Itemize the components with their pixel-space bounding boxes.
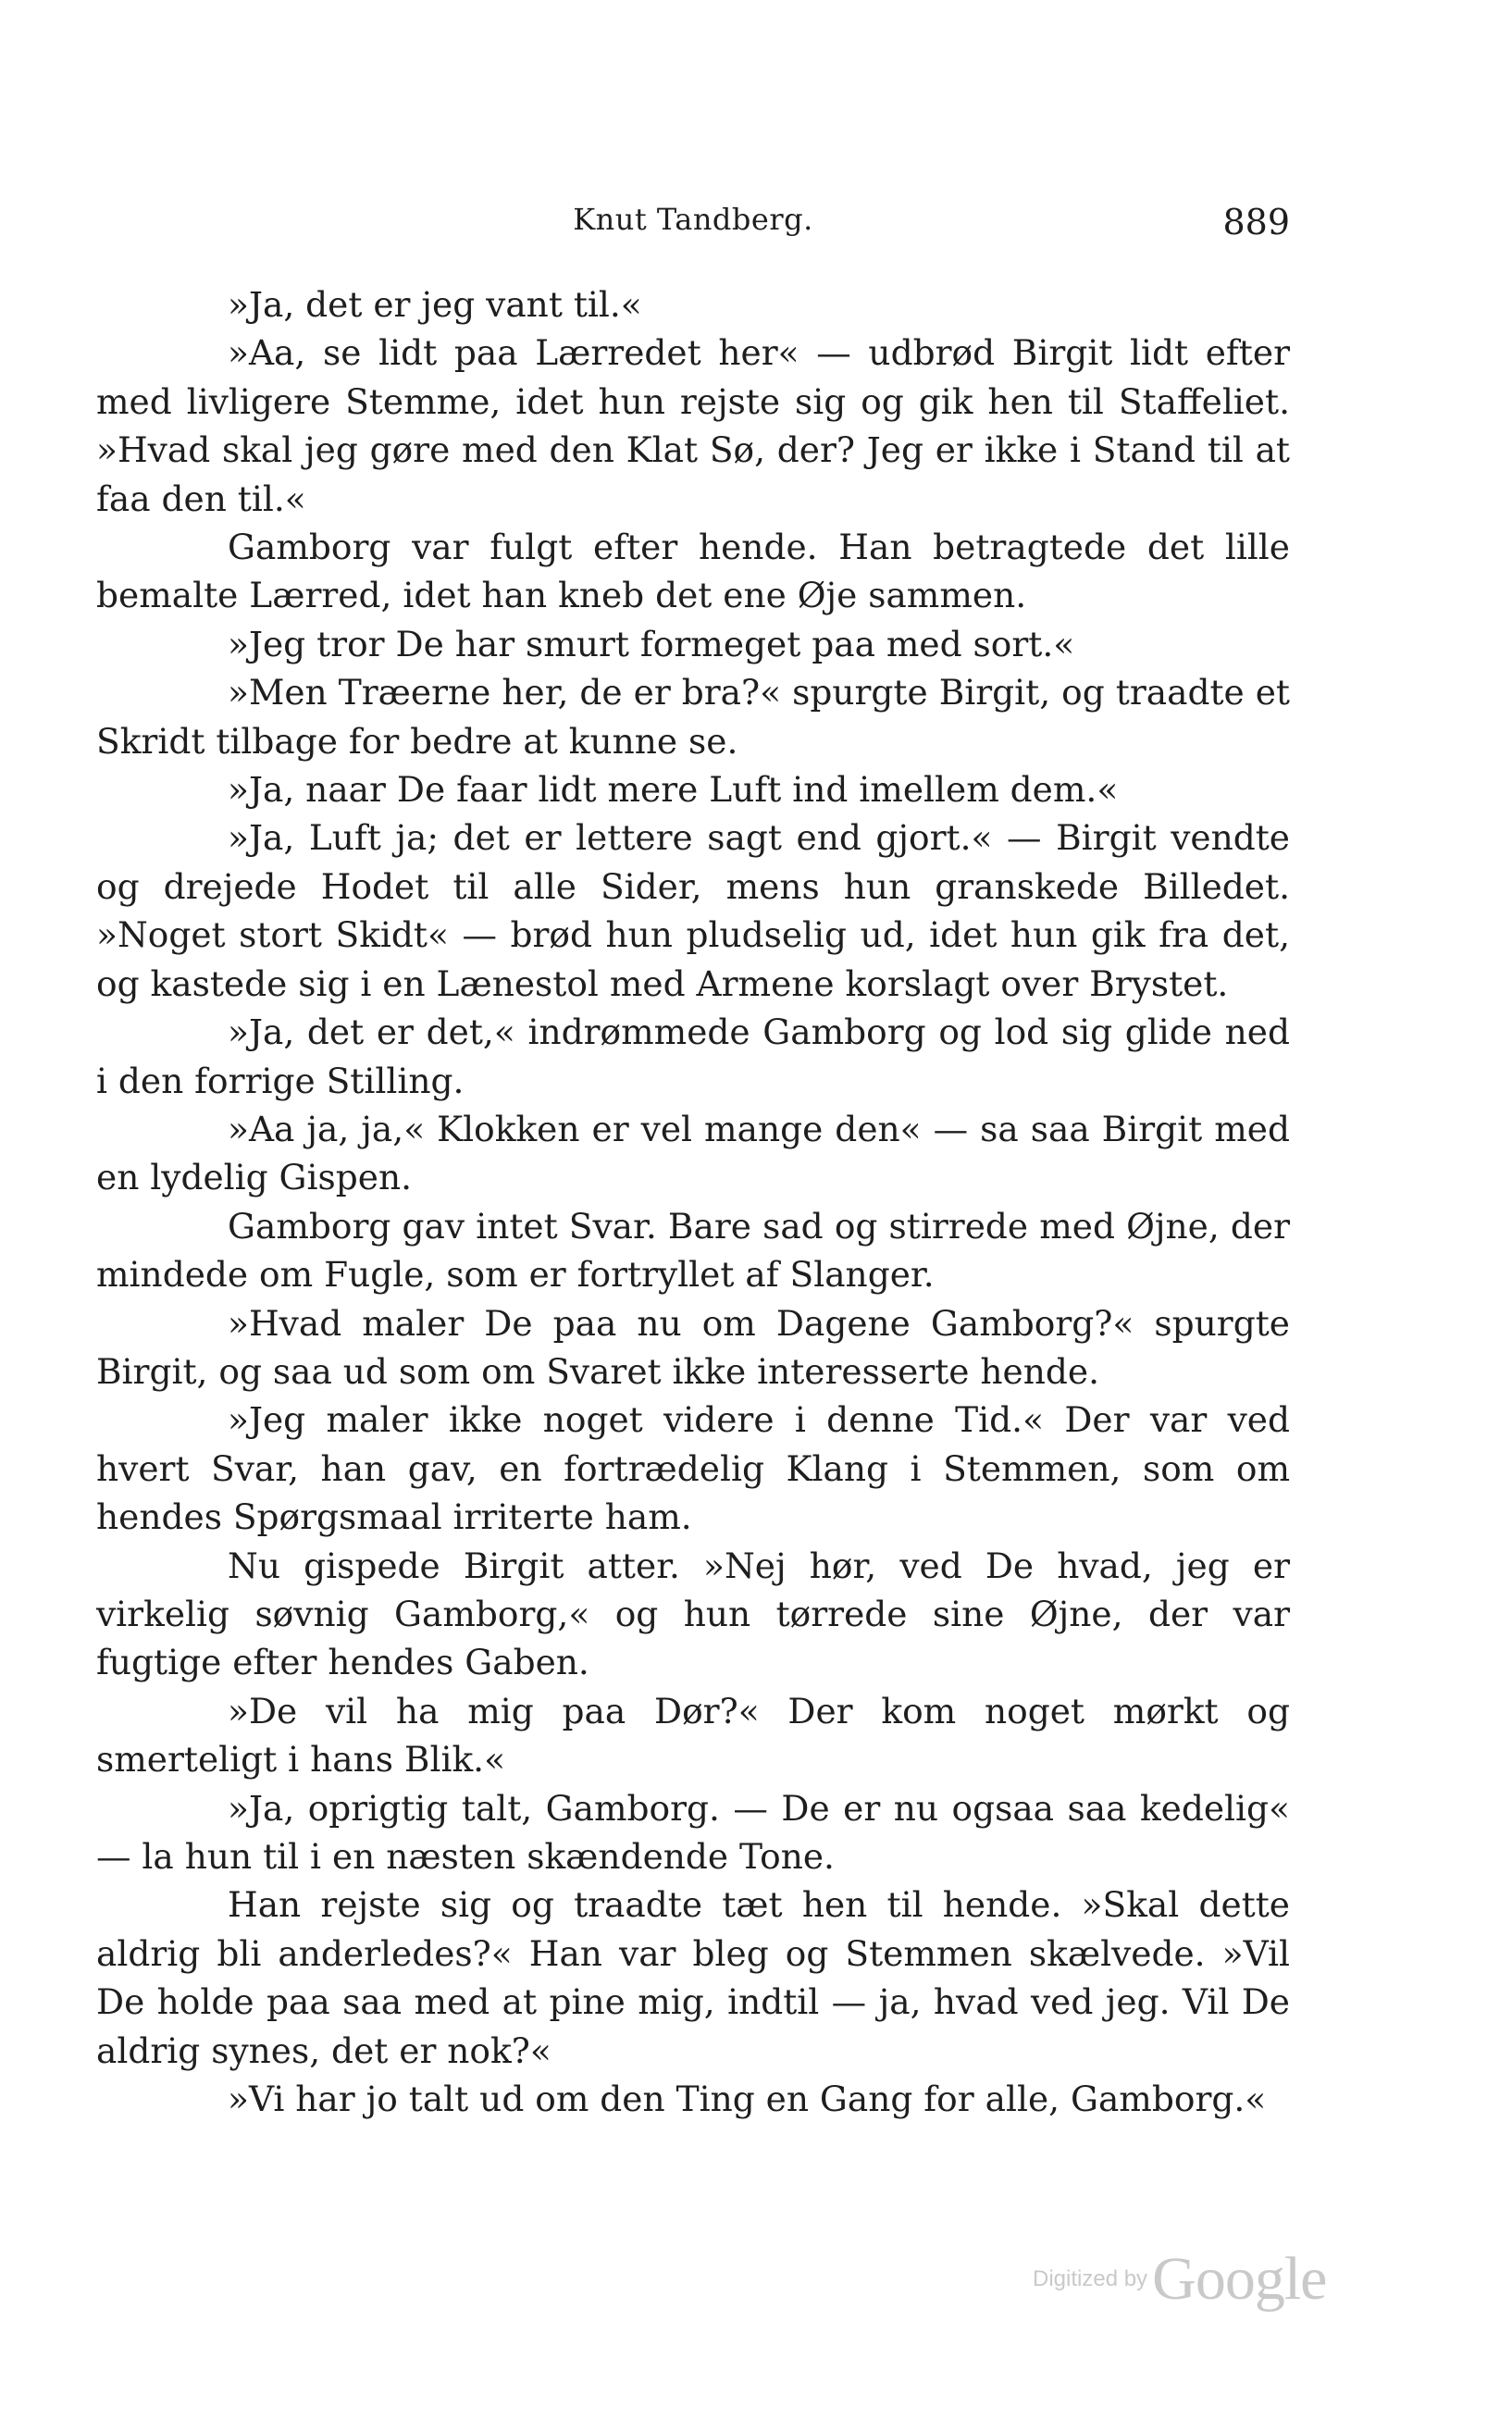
paragraph: »Aa ja, ja,« Klokken er vel mange den« — sa saa Birgit med en lydelig Gispen. — [96, 1108, 1290, 1198]
paragraph: »Jeg maler ikke noget videre i denne Tid.« Der var ved hvert Svar, han gav, en fortrædelig Klang i Stemmen, som om hendes Spørgsmaal irriterte ham. — [96, 1399, 1290, 1538]
paragraph: Han rejste sig og traadte tæt hen til hende. »Skal dette aldrig bli anderledes?« Han var bleg og Stemmen skælvede. »Vil De holde paa saa med at pine mig, indtil — ja, hvad ved jeg. Vil De aldrig synes, det er nok?« — [96, 1884, 1290, 2071]
paragraph: »De vil ha mig paa Dør?« Der kom noget mørkt og smerteligt i hans Blik.« — [96, 1690, 1290, 1781]
paragraph: Nu gispede Birgit atter. »Nej hør, ved De hvad, jeg er virkelig søvnig Gamborg,« og hun tørrede sine Øjne, der var fugtige efter hendes Gaben. — [96, 1545, 1290, 1683]
paragraph: »Ja, det er jeg vant til.« — [228, 284, 642, 325]
paragraph: Gamborg gav intet Svar. Bare sad og stirrede med Øjne, der mindede om Fugle, som er fortryllet af Slanger. — [96, 1205, 1290, 1296]
paragraph: »Ja, Luft ja; det er lettere sagt end gjort.« — Birgit vendte og drejede Hodet til alle Sider, mens hun granskede Billedet. »Noget stort Skidt« — brød hun pludselig ud, idet hun gik fra det, og kastede sig i en Lænestol med Armene korslagt over Brystet. — [96, 817, 1290, 1004]
paragraph: »Men Træerne her, de er bra?« spurgte Birgit, og traadte et Skridt tilbage for bedre at kunne se. — [96, 672, 1290, 762]
running-head — [96, 202, 1290, 248]
paragraph: »Ja, naar De faar lidt mere Luft ind imellem dem.« — [228, 769, 1119, 811]
paragraph: »Ja, det er det,« indrømmede Gamborg og lod sig glide ned i den forrige Stilling. — [96, 1011, 1290, 1101]
paragraph: »Aa, se lidt paa Lærredet her« — udbrød Birgit lidt efter med livligere Stemme, idet hun rejste sig og gik hen til Staffeliet. »Hvad skal jeg gøre med den Klat Sø, der? Jeg er ikke i Stand til at faa den til.« — [96, 332, 1290, 519]
paragraph: »Jeg tror De har smurt formeget paa med sort.« — [228, 623, 1075, 664]
page-number: 889 — [1222, 202, 1290, 242]
paragraph: »Hvad maler De paa nu om Dagene Gamborg?« spurgte Birgit, og saa ud som om Svaret ikke interesserte hende. — [96, 1302, 1290, 1392]
running-title: Knut Tandberg. — [573, 202, 813, 237]
body-text — [96, 280, 1290, 2123]
watermark-prefix: Digitized by — [1033, 2266, 1148, 2291]
paragraph: »Vi har jo talt ud om den Ting en Gang for alle, Gamborg.« — [228, 2079, 1267, 2120]
google-logo: Google — [1152, 2245, 1327, 2313]
paragraph: »Ja, oprigtig talt, Gamborg. — De er nu ogsaa saa kedelig« — la hun til i en næsten skændende Tone. — [96, 1787, 1290, 1877]
paragraph: Gamborg var fulgt efter hende. Han betragtede det lille bemalte Lærred, idet han kneb det ene Øje sammen. — [96, 527, 1290, 616]
digitized-by-watermark — [1033, 2244, 1366, 2318]
